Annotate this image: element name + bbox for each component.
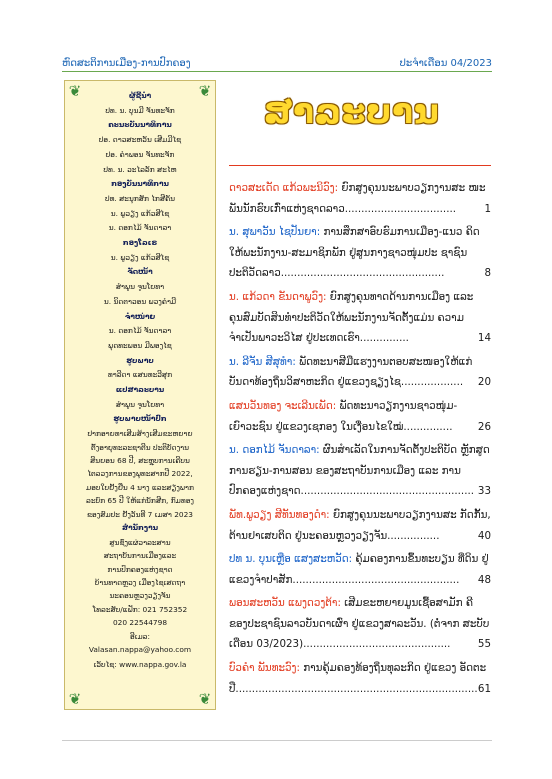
toc-entry[interactable] [229,396,491,437]
masthead-list [71,89,209,672]
masthead-line: ປທ. ນ. ບຸນມີ ຈັນທະຈັກ [105,105,175,115]
toc-entry[interactable] [229,178,491,219]
toc-article-title: ຍົກສູງຄຸນນະພາບວຽກງານສະ ໜະພັນນັກຮົບເກົ່າແຫ່ງຊາດລາວ.................................. [229,182,486,215]
toc-page-number: 48 [477,573,491,586]
toc-entry[interactable] [229,222,491,284]
masthead-line: ນ. ພູວຽງ ແກ້ວສີໄຊ [110,208,170,218]
masthead-line: ສຳພູນ ຈູນໂຍທາ [115,399,165,409]
masthead-heading: ຄະນະບັນນາທິການ [108,120,172,130]
toc-article-title: ການຄຸ້ມຄອງທ້ອງຖິ່ນທຸລະກິດ ຢູ່ແຂວງ ອັດຕະປື.......................................................................... [229,662,487,695]
page-title: ສາລະບານ [264,92,440,132]
toc-article-title: ຍົກສູງຄຸນທາດດ້ານການເມືອງ ແລະຄຸນສົມບັດສິນທຳປະຕິວັດໃຫ້ພະນັກງານຈັດຕັ້ງແມ່ນ ຄວາມຈຳເປັນພາວະວິໄສ ຢູ່ປະເທດເຮົາ............... [229,290,474,345]
masthead-heading: ຈັດໜ້າ [127,267,153,277]
masthead-line: ນ. ດອກໄມ້ ຈັນດາລາ [108,223,172,233]
toc-author: ບົວຄຳ ພັນທະວົງ: [229,662,300,675]
toc-article-title: ພັດທະນາສີມືແຮງງານຕອບສະໜອງໃຫ້ແກ່ ບັນດາທ້ອງຖິ່ນວິສາຫະກິດ ຢູ່ແຂວງຊຽງໄຊ................... [229,355,473,389]
toc-article-title: ຜົນສຳເລັດໃນການຈັດຕັ້ງປະຕິບັດ ຫຼັກສູດການຮຽນ-ການສອນ ຂອງສະຖາບັນການເມືອງ ແລະ ການປົກຄອງແຫ່ງຊາດ..................................................... [229,444,490,498]
toc-author: ນ. ສຸພາວັນ ໄຊປັນຍາ: [229,226,321,239]
masthead-line: ໂທລະສັບ/ແຟັກ: 021 752352 [92,604,188,614]
header-right: ປະຈຳເດືອນ 04/2023 [399,58,492,69]
toc-entry[interactable] [229,287,491,349]
toc-author: ນ. ດອກໄມ້ ຈັນດາລາ: [229,444,320,457]
masthead-line: ນ. ດອກໄມ້ ຈັນດາລາ [108,326,172,336]
toc-article-title: ຄຸ້ມຄອງການຂຶ້ນທະບຽນ ທີ່ດິນ ຢູ່ແຂວງຈຳປາສັກ................................................... [229,553,489,586]
toc-author: ດາວສະເດັດ ແກ້ວພະນິວົງ: [229,182,339,194]
masthead-sidebar [64,80,216,710]
toc-page-number: 8 [484,267,491,280]
masthead-line: ນະຄອນຫຼວງວຽງຈັນ [109,591,171,601]
corner-ornament-icon: ❦ [198,82,212,100]
masthead-line: ປາກອາຍທາເສີມສ້າງເສີມຂະຫຍາຍ [87,429,193,439]
toc-author: ພັທ.ພູວຽງ ສີທັນທອງດຳ: [229,508,330,521]
masthead-line: ນ. ນິດຕາວອນ ພວງຄຳມີ [103,296,177,306]
masthead-heading: ກອງບັນນາທິການ [111,179,169,189]
toc-article-title: ເສີມຂະຫຍາຍມູນເຊື້ອສາມັກ ຄີຂອງປະຊາຊົນລາວບັນດາເຜົ່າ ຢູ່ແຂວງສາລະວັນ. (ຕໍ່ຈາກ ສະບັບເດືອນ 03/2023)............................................. [229,597,490,651]
masthead-line: ພຸດທະພອນ ມີພອງໄຊ [108,340,172,350]
toc-article-title: ຍົກສູງຄຸນນະພາບວຽກງານສະ ກັດກັ້ນ, ຕ້ານຢາເສບຕິດ ຢູ່ນະຄອນຫຼວງວຽງຈັນ................ [229,508,491,542]
masthead-line: ສຳພູນ ຈູນໂຍທາ [115,282,165,292]
toc-page-number: 26 [477,420,491,433]
masthead-heading: ຜູ້ຊີ້ນຳ [128,91,152,100]
running-header [62,58,492,72]
masthead-heading: ຈຳໜ່າຍ [124,311,156,321]
toc-page-number: 20 [477,376,491,389]
toc-entry[interactable] [229,352,491,393]
toc-author: ພອນສະຫວັນ ແພງດວງຕ້າ: [229,597,341,610]
toc-author: ປທ ນ. ບຸນເຫຼືອ ແສງສະຫວັດ: [229,553,353,566]
masthead-line: ປທ. ນ. ວະໄລລັກ ສະໄຫ [103,164,177,174]
toc-author: ແສນວັນທອງ ຈະເລີນເພັດ: [229,399,337,412]
contact-link[interactable]: ເວັບໄຊ: www.nappa.gov.la [93,659,187,669]
masthead-line: ປອ. ດາວສະຫວັນ ເສີມມີໄຊ [98,135,182,145]
toc-page-number: 55 [477,638,491,651]
corner-ornament-icon: ❦ [68,690,82,708]
masthead-line: ທາລີດາ ແສນທະວີສຸກ [107,370,173,380]
masthead-heading: ກອງໂລເຣ [122,238,158,248]
masthead-heading: ຮູບພາບໜ້າປົກ [113,414,167,424]
masthead-line: ລະບົກ 65 ປີ ໃຫ້ແກ່ນັກສີກ, ກົມທອງ [86,496,194,506]
masthead-line: ການປົກຄອງແຫ່ງຊາດ [107,564,173,574]
masthead-line: ສະຖາບັນການເມືອງແລະ [103,551,177,561]
masthead-line: ຂອງສົມປະ ຢັ້ງວັນທີ 7 ເມສາ 2023 [86,509,194,519]
masthead-heading: ຮູບພາບ [126,355,154,365]
toc-entry[interactable] [229,658,491,699]
toc-author: ນ. ແກ້ວດາ ຂັນດາພູວົງ: [229,290,327,303]
header-divider [62,71,492,72]
toc-page-number: 61 [477,682,491,695]
toc-article-title: ພັດທະນາວຽກງານຊາວໜຸ່ມ- ເຍົາວະຊົນ ຢູ່ແຂວງເຊກອງ ໃນເງື່ອນໄຂໃໝ່............... [229,399,458,433]
toc-entry[interactable] [229,505,491,546]
footer-divider [62,740,492,741]
masthead-line: ມອບໃບຢັ້ງຢືນ 4 ນາງ ແລະສຽງພາກ [86,482,194,492]
toc-entry[interactable] [229,593,491,655]
toc-entry[interactable] [229,440,491,502]
toc-page-number: 33 [477,485,491,498]
toc-entry[interactable] [229,549,491,590]
corner-ornament-icon: ❦ [198,690,212,708]
toc-page-number: 1 [484,202,491,215]
toc-top-rule [229,165,491,166]
toc-article-title: ການສຶກສາອົບຮົມການເມືອງ-ແນວ ຄິດໃຫ້ພະນັກງານ-ສະມາຊິກພັກ ຢູ່ສູນກາງຊາວໜຸ່ມປະ ຊາຊົນ ປະຕິວັດລາວ.................................................. [229,226,480,280]
table-of-contents [229,178,491,702]
toc-author: ນ. ລີຈັນ ສີສຸທຳ: [229,355,296,368]
masthead-line: ປອ. ຄຳພອນ ຈັນທະຈັກ [105,149,175,159]
corner-ornament-icon: ❦ [68,82,82,100]
masthead-line: ສິນຍອນ 68 ປີ, ສະຫຼຸບການເຄີບນ [90,455,190,465]
masthead-line: ປທ. ສະນຸກສັກ ໄກສີຄັນ [104,193,176,203]
masthead-line: ສູນຊົ່ງແຜ່ວາລະສານ [109,537,171,547]
masthead-line: 020 22544798 [112,618,168,628]
header-left: ຫົດສະຕິການເມືອງ-ການປົກຄອງ [62,58,191,69]
masthead-heading: ແປສາລະບານ [115,385,165,395]
masthead-line: ອີເມລ: [130,631,150,641]
toc-page-number: 40 [477,529,491,542]
masthead-line: ນ. ພູວຽງ ແກ້ວສີໄຊ [110,252,170,262]
toc-page-number: 14 [477,332,491,345]
masthead-line: ບ້ານທາດຫຼວງ ເມືອງໄຊເສດຖາ [94,577,186,587]
masthead-heading: ສຳນັກງານ [122,523,158,533]
contact-link[interactable]: Valasan.nappa@yahoo.com [88,644,192,654]
masthead-line: ໄຕລວງການຂອງພຸທະສາກປີ 2022, [87,469,193,479]
masthead-line: ຕົ້ງອາຍຸທະລະຊາຕີນ ປະຕິບັດງານ [90,442,190,452]
